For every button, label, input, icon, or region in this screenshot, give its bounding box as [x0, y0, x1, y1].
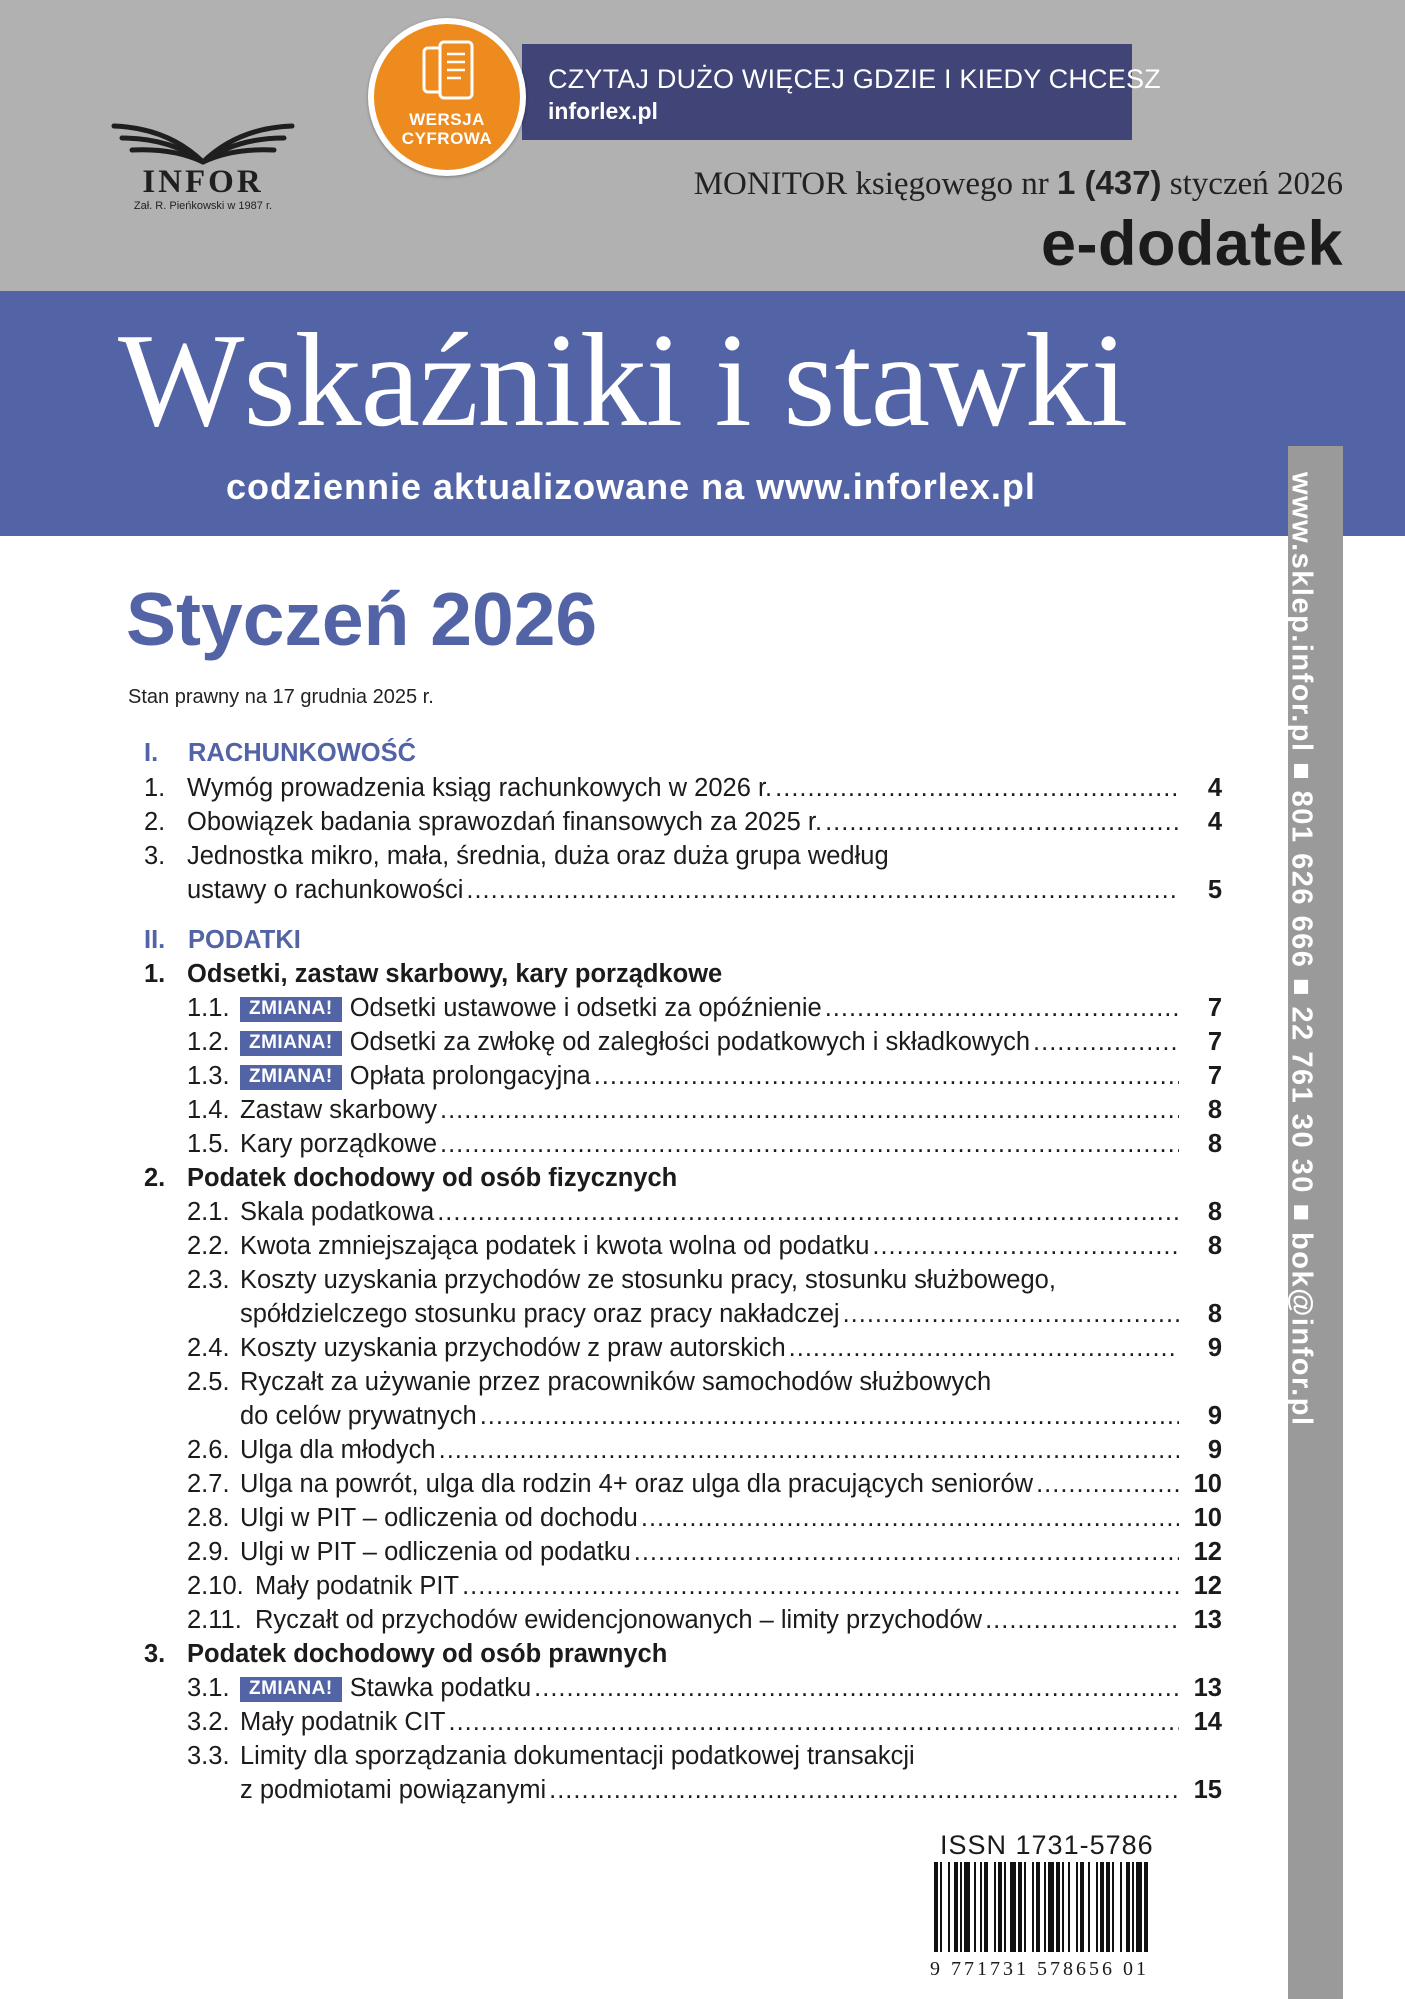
toc-item-page: 13 [1193, 1606, 1222, 1634]
toc-item[interactable] [187, 1504, 1222, 1536]
toc-item-page: 7 [1207, 1028, 1222, 1056]
toc-leader [985, 1606, 1179, 1635]
toc-item-title: Opłata prolongacyjna [349, 1062, 591, 1090]
toc-item-number: 1.5. [187, 1130, 230, 1158]
toc-item-title: Stawka podatku [349, 1674, 532, 1702]
toc-item-first-line[interactable] [187, 1742, 915, 1771]
toc-leader [775, 774, 1179, 803]
toc-leader [437, 1198, 1179, 1227]
toc-item-title-cont: do celów prywatnych [240, 1402, 477, 1430]
toc-item-title: Zastaw skarbowy [240, 1096, 437, 1124]
toc-item-page: 4 [1207, 774, 1222, 802]
toc-item-page: 9 [1207, 1402, 1222, 1430]
toc-item-title: Ryczałt za używanie przez pracowników samochodów służbowych [240, 1368, 992, 1396]
toc-item-title: Odsetki za zwłokę od zaległości podatkowych i składkowych [349, 1028, 1031, 1056]
toc-item-number: 3.1. [187, 1674, 230, 1702]
toc-item-title: Ulgi w PIT – odliczenia od dochodu [240, 1504, 638, 1532]
toc-leader [1033, 1028, 1179, 1057]
monitor-issue: 1 (437) [1056, 164, 1162, 201]
toc-item-page: 15 [1193, 1776, 1222, 1804]
toc-item-title: Wymóg prowadzenia ksiąg rachunkowych w 2026 r. [187, 774, 773, 802]
toc-item[interactable] [187, 1674, 1222, 1706]
toc-leader [466, 876, 1179, 905]
toc-leader [462, 1572, 1179, 1601]
toc-item-title-cont: spółdzielczego stosunku pracy oraz pracy nakładczej [240, 1300, 840, 1328]
section-number: II. [144, 926, 166, 954]
badge-line2: CYFROWA [401, 129, 493, 148]
promo-line1: CZYTAJ DUŻO WIĘCEJ GDZIE I KIEDY CHCESZ [548, 64, 1161, 94]
toc-item-number: 3.3. [187, 1742, 230, 1770]
toc-leader [825, 808, 1179, 837]
section-number: I. [144, 739, 159, 767]
monitor-date: styczeń 2026 [1169, 166, 1343, 202]
toc-item-page: 8 [1207, 1232, 1222, 1260]
toc-item-title: Kary porządkowe [240, 1130, 438, 1158]
toc-item[interactable] [187, 1606, 1222, 1638]
change-badge: ZMIANA! [240, 997, 342, 1022]
toc-item-title: Ryczałt od przychodów ewidencjonowanych – limity przychodów [255, 1606, 983, 1634]
toc-leader [843, 1300, 1179, 1329]
toc-item-number: 1. [144, 774, 166, 802]
toc-item-page: 10 [1193, 1470, 1222, 1498]
toc-item-page: 4 [1207, 808, 1222, 836]
toc-item[interactable] [187, 1708, 1222, 1740]
toc-item[interactable] [187, 1538, 1222, 1570]
logo-name: INFOR [142, 164, 264, 200]
toc-leader [872, 1232, 1179, 1261]
toc-item-title: Ulga dla młodych [240, 1436, 436, 1464]
toc-item-number: 2.4. [187, 1334, 230, 1362]
toc-item-title: Mały podatnik PIT [255, 1572, 460, 1600]
toc-leader [594, 1062, 1179, 1091]
badge-line1: WERSJA [409, 110, 485, 129]
toc-item-title: Limity dla sporządzania dokumentacji podatkowej transakcji [240, 1742, 915, 1770]
subtitle-prefix: codziennie aktualizowane na [226, 466, 757, 507]
toc-item-title: Koszty uzyskania przychodów z praw autorskich [240, 1334, 786, 1362]
toc-item[interactable] [187, 1470, 1222, 1502]
toc-item[interactable] [187, 1334, 1222, 1366]
toc-item-title: Ulga na powrót, ulga dla rodzin 4+ oraz ulga dla pracujących seniorów [240, 1470, 1034, 1498]
toc-item-number: 1.2. [187, 1028, 230, 1056]
toc-item[interactable] [187, 1572, 1222, 1604]
toc-item-title: Kwota zmniejszająca podatek i kwota wolna od podatku [240, 1232, 870, 1260]
toc-item[interactable] [187, 1232, 1222, 1264]
toc-leader [1036, 1470, 1179, 1499]
toc-item-number: 1.1. [187, 994, 230, 1022]
group-title: Odsetki, zastaw skarbowy, kary porządkowe [187, 960, 723, 988]
toc-leader [440, 1130, 1179, 1159]
issn-number: ISSN 1731-5786 [940, 1830, 1154, 1860]
toc-item-title: Jednostka mikro, mała, średnia, duża oraz duża grupa według [187, 842, 889, 870]
toc-item-continuation[interactable] [240, 1402, 1222, 1434]
barcode-icon [932, 1862, 1222, 1956]
toc-item-page: 8 [1207, 1130, 1222, 1158]
toc-item-page: 14 [1193, 1708, 1222, 1736]
toc-leader [480, 1402, 1179, 1431]
barcode-digits: 9 771731 578656 01 [930, 1958, 1149, 1980]
toc-item-title: Odsetki ustawowe i odsetki za opóźnienie [349, 994, 822, 1022]
toc-leader [439, 1436, 1179, 1465]
toc-item-page: 13 [1193, 1674, 1222, 1702]
toc-item[interactable] [187, 1096, 1222, 1128]
toc-item-title: Skala podatkowa [240, 1198, 435, 1226]
toc-item-page: 9 [1207, 1334, 1222, 1362]
toc-leader [789, 1334, 1179, 1363]
group-title: Podatek dochodowy od osób prawnych [187, 1640, 668, 1668]
toc-item-page: 8 [1207, 1198, 1222, 1226]
toc-item-page: 7 [1207, 994, 1222, 1022]
toc-leader [449, 1708, 1180, 1737]
toc-item[interactable] [187, 994, 1222, 1026]
toc-item[interactable] [187, 1062, 1222, 1094]
change-badge: ZMIANA! [240, 1677, 342, 1702]
group-number: 1. [144, 960, 166, 988]
toc-item-title: Mały podatnik CIT [240, 1708, 446, 1736]
change-badge: ZMIANA! [240, 1065, 342, 1090]
toc-item-number: 1.4. [187, 1096, 230, 1124]
toc-item-number: 2.2. [187, 1232, 230, 1260]
section-title: RACHUNKOWOŚĆ [188, 739, 417, 767]
toc-item-continuation[interactable] [187, 876, 1222, 908]
toc-item[interactable] [187, 1198, 1222, 1230]
toc-item-title: Obowiązek badania sprawozdań finansowych za 2025 r. [187, 808, 823, 836]
group-title: Podatek dochodowy od osób fizycznych [187, 1164, 678, 1192]
toc-leader [549, 1776, 1179, 1805]
logo-founded: Zał. R. Pieńkowski w 1987 r. [133, 200, 273, 212]
toc-item-number: 2.11. [187, 1606, 242, 1634]
toc-item-continuation[interactable] [240, 1776, 1222, 1808]
legal-state-note: Stan prawny na 17 grudnia 2025 r. [128, 686, 434, 708]
toc-item-title: Koszty uzyskania przychodów ze stosunku pracy, stosunku służbowego, [240, 1266, 1056, 1294]
publication-title: Wskaźniki i stawki [118, 306, 1128, 454]
month-heading: Styczeń 2026 [126, 577, 598, 661]
toc-leader [634, 1538, 1179, 1567]
toc-item-page: 9 [1207, 1436, 1222, 1464]
toc-section-1 [144, 739, 416, 768]
toc-item[interactable] [187, 1130, 1222, 1162]
toc-leader [825, 994, 1179, 1023]
toc-item[interactable] [144, 774, 1222, 806]
toc-item-page: 5 [1207, 876, 1222, 904]
toc-item-page: 10 [1193, 1504, 1222, 1532]
group-number: 3. [144, 1640, 166, 1668]
toc-item-number: 1.3. [187, 1062, 230, 1090]
toc-item[interactable] [187, 1436, 1222, 1468]
toc-item-number: 3.2. [187, 1708, 230, 1736]
toc-section-2 [144, 926, 301, 955]
toc-item-number: 2.1. [187, 1198, 230, 1226]
monitor-prefix: MONITOR księgowego nr [693, 166, 1049, 202]
toc-item-first-line[interactable] [187, 1368, 991, 1397]
toc-group-3 [144, 1640, 667, 1669]
toc-item-page: 12 [1193, 1538, 1222, 1566]
toc-item[interactable] [144, 808, 1222, 840]
toc-group-2 [144, 1164, 677, 1193]
toc-item-first-line[interactable] [144, 842, 889, 871]
toc-item-page: 8 [1207, 1300, 1222, 1328]
toc-item-number: 2.9. [187, 1538, 230, 1566]
group-number: 2. [144, 1164, 166, 1192]
toc-item-number: 2.10. [187, 1572, 244, 1600]
toc-item-number: 2.6. [187, 1436, 230, 1464]
change-badge: ZMIANA! [240, 1031, 342, 1056]
toc-leader [534, 1674, 1179, 1703]
toc-leader [440, 1096, 1179, 1125]
toc-item-title: Ulgi w PIT – odliczenia od podatku [240, 1538, 631, 1566]
toc-item-first-line[interactable] [187, 1266, 1056, 1295]
contact-sidebar-text: www.sklep.infor.pl ■ 801 626 666 ■ 22 761 30 30 ■ bok@infor.pl [1285, 472, 1318, 1427]
toc-item-number: 3. [144, 842, 166, 870]
toc-item-number: 2.3. [187, 1266, 230, 1294]
toc-item[interactable] [187, 1028, 1222, 1060]
toc-item-continuation[interactable] [240, 1300, 1222, 1332]
toc-item-title-cont: z podmiotami powiązanymi [240, 1776, 547, 1804]
edition-label: e-dodatek [1040, 209, 1343, 279]
toc-item-number: 2.8. [187, 1504, 230, 1532]
toc-item-page: 7 [1207, 1062, 1222, 1090]
toc-group-1 [144, 960, 722, 989]
toc-item-number: 2.5. [187, 1368, 230, 1396]
toc-leader [641, 1504, 1179, 1533]
toc-item-page: 12 [1193, 1572, 1222, 1600]
section-title: PODATKI [188, 926, 301, 954]
toc-item-page: 8 [1207, 1096, 1222, 1124]
toc-item-number: 2.7. [187, 1470, 230, 1498]
subtitle-url[interactable]: www.inforlex.pl [756, 466, 1036, 507]
promo-line2: inforlex.pl [548, 98, 658, 124]
toc-item-number: 2. [144, 808, 166, 836]
toc-item-title-cont: ustawy o rachunkowości [187, 876, 464, 904]
